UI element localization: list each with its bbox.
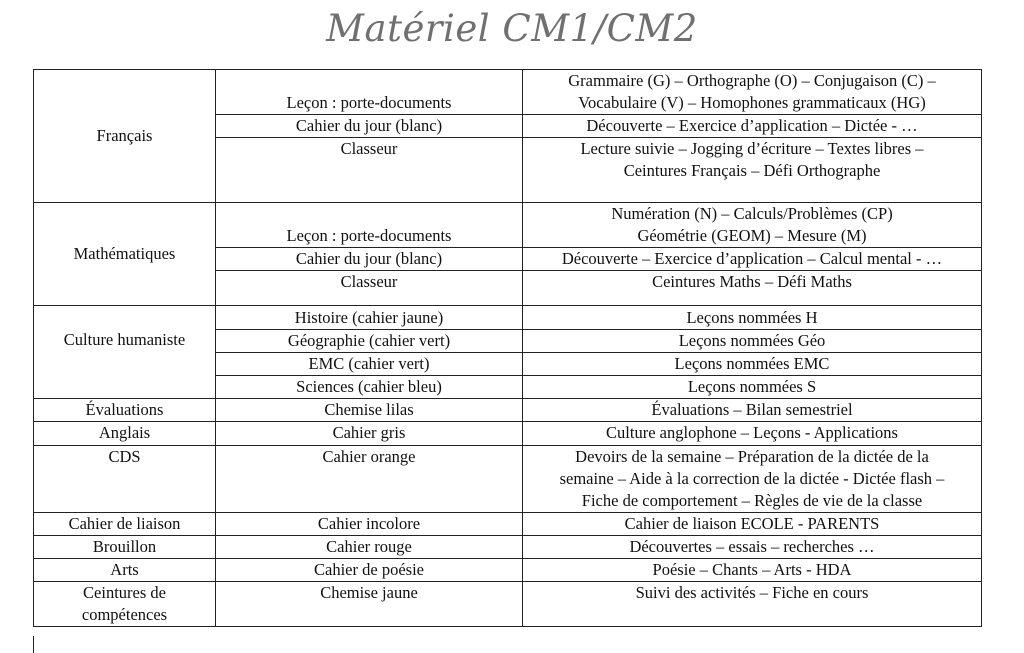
support-cell: EMC (cahier vert) bbox=[216, 353, 523, 376]
content-line: Lecture suivie – Jogging d’écriture – Textes libres – bbox=[580, 139, 924, 158]
table-row bbox=[34, 203, 982, 248]
support-cell: Cahier orange bbox=[216, 446, 523, 513]
support-cell: Cahier de poésie bbox=[216, 559, 523, 582]
support-cell: Chemise lilas bbox=[216, 399, 523, 422]
table-row bbox=[34, 306, 982, 330]
content-line: semaine – Aide à la correction de la dictée - Dictée flash – bbox=[559, 469, 945, 488]
subject-cell: Anglais bbox=[34, 422, 216, 446]
content-line: Géométrie (GEOM) – Mesure (M) bbox=[637, 226, 867, 245]
support-cell: Cahier gris bbox=[216, 422, 523, 446]
subject-cell: Mathématiques bbox=[34, 203, 216, 306]
content-cell: Cahier de liaison ECOLE - PARENTS bbox=[523, 513, 982, 536]
table-row bbox=[34, 446, 982, 513]
support-cell: Classeur bbox=[216, 138, 523, 203]
content-cell: Évaluations – Bilan semestriel bbox=[523, 399, 982, 422]
subject-cell: Culture humaniste bbox=[34, 306, 216, 399]
support-cell: Leçon : porte-documents bbox=[216, 70, 523, 115]
subject-cell: Français bbox=[34, 70, 216, 203]
subject-cell: Brouillon bbox=[34, 536, 216, 559]
content-cell: Leçons nommées S bbox=[523, 376, 982, 399]
support-cell: Classeur bbox=[216, 271, 523, 306]
content-cell: Culture anglophone – Leçons - Applications bbox=[523, 422, 982, 446]
support-cell: Chemise jaune bbox=[216, 582, 523, 627]
support-cell: Cahier rouge bbox=[216, 536, 523, 559]
subject-cell: Évaluations bbox=[34, 399, 216, 422]
support-cell: Histoire (cahier jaune) bbox=[216, 306, 523, 330]
table-row bbox=[34, 559, 982, 582]
table-row bbox=[34, 536, 982, 559]
content-cell: Leçons nommées Géo bbox=[523, 330, 982, 353]
subject-line: compétences bbox=[81, 605, 168, 624]
table-row bbox=[34, 399, 982, 422]
content-cell: Ceintures Maths – Défi Maths bbox=[523, 271, 982, 306]
content-cell: Leçons nommées H bbox=[523, 306, 982, 330]
table-row bbox=[34, 513, 982, 536]
table-row bbox=[34, 70, 982, 115]
content-cell: Leçons nommées EMC bbox=[523, 353, 982, 376]
content-line: Devoirs de la semaine – Préparation de la dictée de la bbox=[575, 447, 929, 466]
subject-line: Ceintures de bbox=[83, 583, 166, 602]
support-cell: Leçon : porte-documents bbox=[216, 203, 523, 248]
content-cell: Poésie – Chants – Arts - HDA bbox=[523, 559, 982, 582]
page-title: Matériel CM1/CM2 bbox=[326, 7, 698, 50]
content-cell: Découverte – Exercice d’application – Dictée - … bbox=[523, 115, 982, 138]
content-cell bbox=[523, 70, 982, 115]
content-line: Numération (N) – Calculs/Problèmes (CP) bbox=[611, 204, 893, 223]
support-cell: Cahier incolore bbox=[216, 513, 523, 536]
content-cell bbox=[523, 203, 982, 248]
subject-cell bbox=[34, 582, 216, 627]
support-cell: Cahier du jour (blanc) bbox=[216, 248, 523, 271]
page-margin-line bbox=[33, 636, 34, 653]
content-line: Vocabulaire (V) – Homophones grammaticaux (HG) bbox=[578, 93, 926, 112]
content-line: Fiche de comportement – Règles de vie de la classe bbox=[581, 491, 923, 510]
content-line: Ceintures Français – Défi Orthographe bbox=[623, 161, 881, 180]
materials-table bbox=[33, 69, 982, 627]
support-cell: Géographie (cahier vert) bbox=[216, 330, 523, 353]
content-cell bbox=[523, 446, 982, 513]
content-cell: Suivi des activités – Fiche en cours bbox=[523, 582, 982, 627]
content-cell: Découverte – Exercice d’application – Calcul mental - … bbox=[523, 248, 982, 271]
table-row bbox=[34, 582, 982, 627]
table-row bbox=[34, 422, 982, 446]
content-line: Grammaire (G) – Orthographe (O) – Conjugaison (C) – bbox=[568, 71, 936, 90]
subject-cell: Cahier de liaison bbox=[34, 513, 216, 536]
support-cell: Sciences (cahier bleu) bbox=[216, 376, 523, 399]
subject-cell: Arts bbox=[34, 559, 216, 582]
content-cell: Découvertes – essais – recherches … bbox=[523, 536, 982, 559]
support-cell: Cahier du jour (blanc) bbox=[216, 115, 523, 138]
content-cell bbox=[523, 138, 982, 203]
subject-cell: CDS bbox=[34, 446, 216, 513]
